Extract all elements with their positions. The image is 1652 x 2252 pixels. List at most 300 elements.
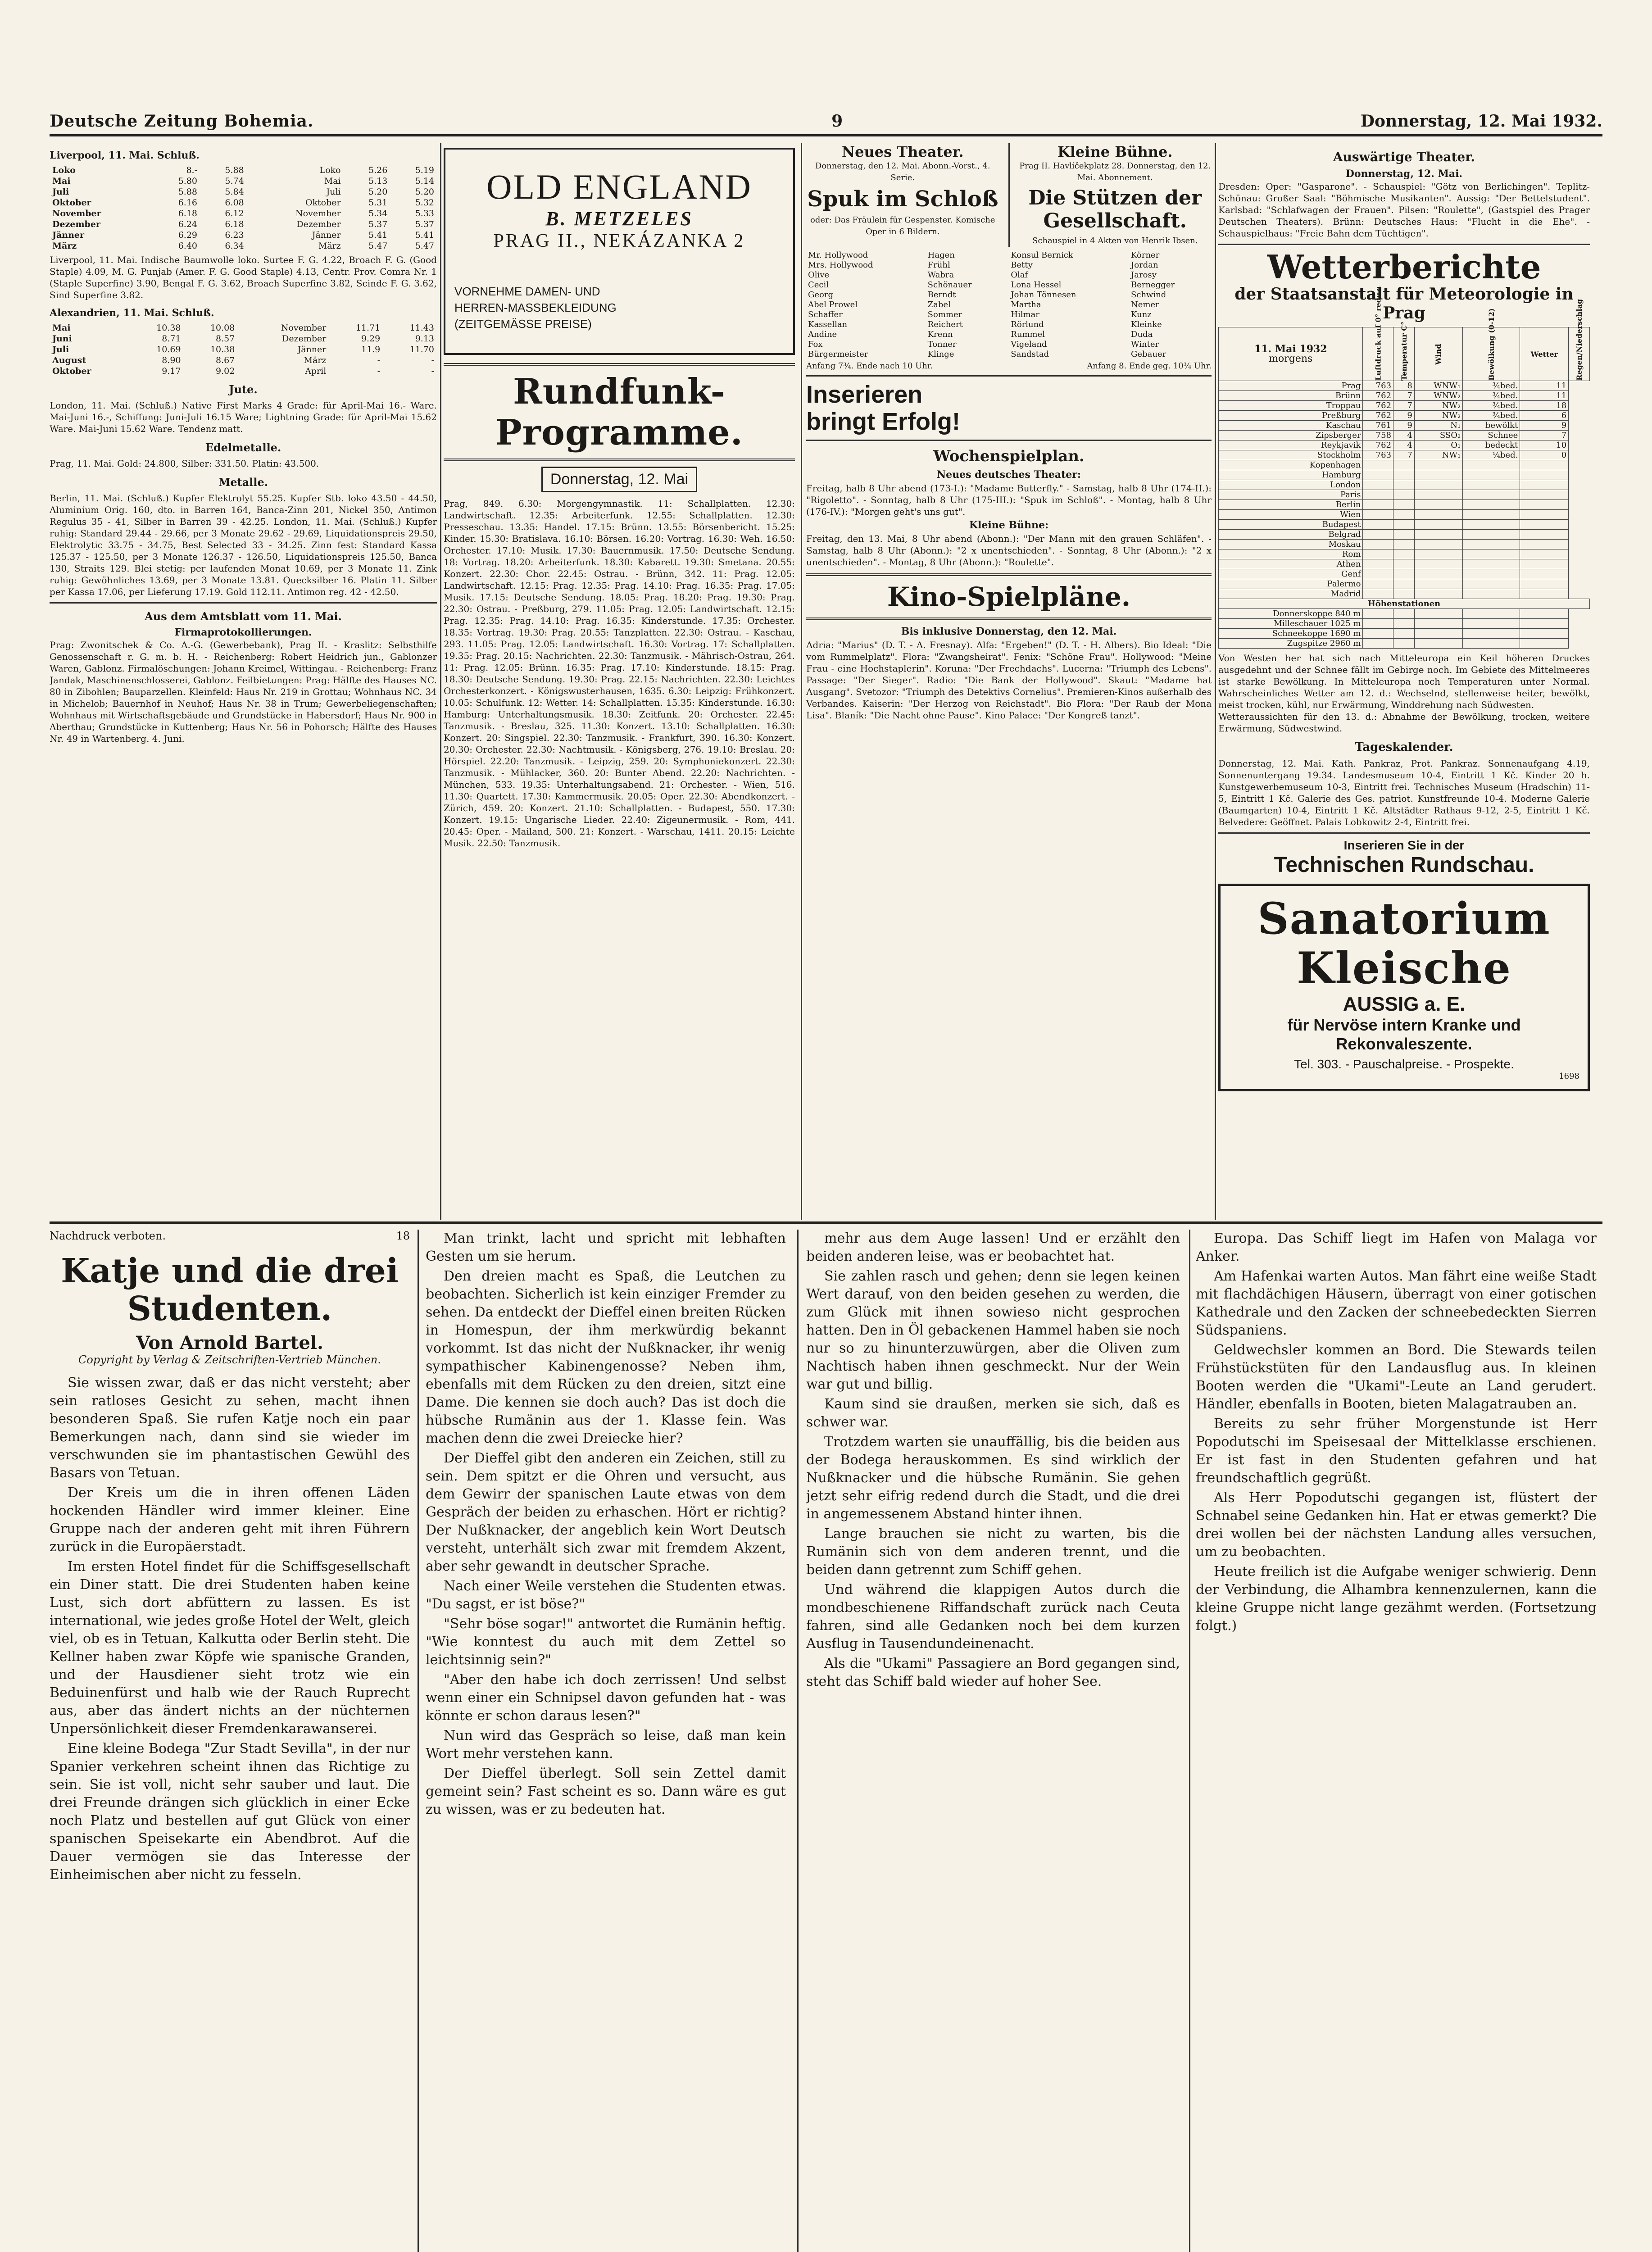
weather-cell — [1520, 470, 1569, 480]
jute-title: Jute. — [229, 383, 258, 396]
weather-subtitle: der Staatsanstalt für Meteorologie in Prag — [1234, 285, 1574, 322]
cast-cell: Rörlund — [1011, 320, 1044, 329]
jute-text: London, 11. Mai. (Schluß.) Native First Marks 4 Grade: für April-Mai 16.- Ware. Mai-Juni 16.-, Schiffung: Juni-Juli 16.15 Ware; Lightning Grade: für April-Mai 15.62 Ware. Mai-Juni 15.62 Ware. Tendenz matt. — [50, 400, 437, 434]
weather-cell: 11 — [1520, 381, 1569, 391]
alexandrien-row — [50, 344, 437, 355]
technische-pre: Inserieren Sie in der — [1343, 838, 1465, 852]
cast-row — [806, 330, 1212, 340]
liverpool-cell: 5.19 — [415, 165, 434, 175]
weather-row — [1219, 381, 1590, 391]
alexandrien-cell: Juni — [52, 334, 72, 344]
weather-cell — [1363, 470, 1393, 480]
weather-cell: Preßburg — [1219, 411, 1363, 421]
weather-cell — [1463, 490, 1520, 500]
wochen-neues-text: Freitag, halb 8 Uhr abend (173-I.): "Madame Butterfly." - Samstag, halb 8 Uhr (174-II.): "Rigoletto". - Sonntag, halb 8 Uhr (175-III.): "Spuk im Schloß". - Montag, halb 8 Uhr (176-IV.): "Morgen geht's uns gut". — [806, 483, 1212, 517]
cast-cell: Olive — [808, 270, 830, 280]
liverpool-row — [50, 241, 437, 251]
alexandrien-row — [50, 333, 437, 344]
liverpool-table — [50, 165, 437, 251]
cast-cell: Gebauer — [1131, 350, 1166, 359]
weather-cell: Kaschau — [1219, 421, 1363, 431]
liverpool-cell: 6.18 — [178, 209, 198, 218]
liverpool-cell: 5.88 — [225, 165, 244, 175]
story-paragraph: Als Herr Popodutschi gegangen ist, flüstert der Schnabel seine Gedanken hin. Hat er etwas gemerkt? Die drei wollen bei der nächsten Landung alles versuchen, um zu beobachten. — [1196, 1490, 1597, 1560]
liverpool-cell: Jänner — [312, 230, 341, 240]
sanatorium-line-2: Rekonvaleszente. — [1336, 1035, 1472, 1053]
wochenspielplan-title: Wochenspielplan. — [933, 447, 1085, 465]
weather-cell — [1363, 530, 1393, 540]
liverpool-cell: 5.34 — [368, 209, 388, 218]
kino-title: Kino-Spielpläne. — [887, 581, 1131, 612]
weather-cell: WNW₁ — [1414, 381, 1462, 391]
hoehen-cell: Zugspitze 2960 m — [1219, 639, 1363, 649]
story-paragraph: Am Hafenkai warten Autos. Man fährt eine weiße Stadt mit flachdächigen Häusern, überragt von einer gotischen Kathedrale und den Zacken der schneebedeckten Sierren Südspaniens. — [1196, 1268, 1597, 1338]
serial-number: 18 — [396, 1230, 410, 1242]
sanatorium-line-1: für Nervöse intern Kranke und — [1287, 1016, 1521, 1034]
kino-subtitle: Bis inklusive Donnerstag, den 12. Mai. — [901, 626, 1117, 637]
cast-cell: Krenn — [927, 330, 953, 339]
weather-cell — [1520, 569, 1569, 579]
cast-cell: Konsul Bernick — [1011, 250, 1073, 260]
weather-cell — [1463, 579, 1520, 589]
auswaertige-text: Dresden: Oper: "Gasparone". - Schauspiel: "Götz von Berlichingen". Teplitz-Schönau: Großer Saal: "Böhmische Musikanten". Aussig: "Der Bettelstudent". Karlsbad: "Schlafwagen der Frauen". Pilsen: "Roulette", (Gastspiel des Prager Deutschen Theaters). Brünn: Deutsches Haus: "Flucht in die Ehe". - Schauspielhaus: "Freie Bahn dem Tüchtigen". — [1218, 181, 1590, 239]
weather-cell — [1363, 480, 1393, 490]
weather-cell: O₁ — [1414, 440, 1462, 450]
alexandrien-cell: 8.90 — [162, 355, 181, 365]
weather-cell: 7 — [1393, 401, 1415, 411]
hoehen-cell — [1520, 609, 1569, 619]
neues-theater-sub: Donnerstag, den 12. Mai. Abonn.-Vorst., 4. Serie. — [815, 161, 990, 182]
weather-row — [1219, 530, 1590, 540]
weather-cell — [1363, 520, 1393, 530]
weather-row — [1219, 431, 1590, 440]
weather-cell: 4 — [1393, 440, 1415, 450]
weather-cell: Troppau — [1219, 401, 1363, 411]
weather-cell: Rom — [1219, 549, 1363, 559]
sanatorium-code: 1698 — [1559, 1072, 1579, 1081]
amtsblatt-subtitle: Firmaprotokollierungen. — [174, 627, 312, 638]
alexandrien-title: Alexandrien, 11. Mai. Schluß. — [50, 307, 214, 319]
cast-row — [806, 270, 1212, 280]
weather-row — [1219, 440, 1590, 450]
weather-cell: 11 — [1520, 391, 1569, 401]
liverpool-cell: Mai — [324, 176, 341, 186]
weather-cell: WNW₂ — [1414, 391, 1462, 401]
alexandrien-cell: - — [377, 355, 381, 365]
tageskalender-text: Donnerstag, 12. Mai. Kath. Pankraz, Prot. Pankraz. Sonnenaufgang 4.19, Sonnenuntergang 19.34. Landesmuseum 10-4, Eintritt 1 Kč. Kinder 20 h. Kunstgewerbemuseum 10-3, Eintritt frei. Technisches Museum (Hradschin) 11-5, Eintritt 1 Kč. Galerie des Ges. patriot. Kunstfreunde 10-4. Moderne Galerie (Baumgarten) 10-4, Eintritt 1 Kč. Altstädter Rathaus 9-12, 2-5, Eintritt 1 Kč. Belvedere: Geöffnet. Palais Lobkowitz 2-4, Eintritt frei. — [1218, 758, 1590, 827]
weather-cell — [1363, 559, 1393, 569]
weather-cell — [1520, 480, 1569, 490]
liverpool-row — [50, 230, 437, 241]
weather-row — [1219, 579, 1590, 589]
weather-cell — [1414, 480, 1462, 490]
weather-cell: 7 — [1393, 450, 1415, 460]
liverpool-cell: 6.12 — [225, 209, 244, 218]
liverpool-cell: 8.- — [186, 165, 198, 175]
column-divider — [797, 1230, 799, 2252]
cast-row — [806, 340, 1212, 350]
weather-cell — [1463, 520, 1520, 530]
cast-cell: Berndt — [927, 290, 956, 300]
cast-cell: Vigeland — [1011, 340, 1047, 349]
weather-cell: Kopenhagen — [1219, 460, 1363, 470]
hoehen-cell — [1414, 609, 1462, 619]
weather-cell — [1520, 510, 1569, 520]
liverpool-cell: 5.32 — [415, 198, 434, 208]
liverpool-cell: 6.18 — [225, 219, 244, 229]
weather-cell: bewölkt — [1463, 421, 1520, 431]
liverpool-row — [50, 208, 437, 219]
cast-cell: Reichert — [927, 320, 963, 329]
hoehen-cell — [1393, 639, 1415, 649]
story-paragraph: "Sehr böse sogar!" antwortet die Rumänin heftig. "Wie konntest du auch mit dem Zettel so leichtsinnig sein?" — [426, 1616, 786, 1668]
liverpool-cell: 6.24 — [178, 219, 198, 229]
liverpool-cell: Oktober — [52, 198, 91, 208]
weather-cell: Palermo — [1219, 579, 1363, 589]
wochen-kleine-title: Kleine Bühne: — [969, 519, 1049, 531]
weather-row — [1219, 589, 1590, 599]
liverpool-cell: 5.74 — [225, 176, 244, 186]
weather-cell — [1463, 480, 1520, 490]
story-paragraph: Sie wissen zwar, daß er das nicht versteht; aber sein ratloses Gesicht zu sehen, macht ihnen besonderen Spaß. Sie rufen Katje noch ein paar Bemerkungen nach, dann sind sie wieder im verschwunden sie im phantastischen Gewühl des Basars von Tetuan. — [50, 1375, 410, 1481]
cast-row — [806, 350, 1212, 359]
liverpool-cell: Jänner — [52, 230, 85, 240]
weather-cell: Schnee — [1463, 431, 1520, 440]
old-england-owner: B. METZELES — [545, 208, 693, 230]
auswaertige-date: Donnerstag, 12. Mai. — [1345, 168, 1463, 180]
alexandrien-cell: 11.43 — [409, 323, 434, 333]
liverpool-cell: 6.40 — [178, 241, 198, 251]
cast-cell: Lona Hessel — [1011, 280, 1062, 290]
serial-author: Von Arnold Bartel. — [136, 1332, 323, 1353]
weather-cell: 762 — [1363, 411, 1393, 421]
weather-cell — [1520, 490, 1569, 500]
alexandrien-cell: 9.13 — [415, 334, 434, 344]
weather-cell — [1414, 530, 1462, 540]
liverpool-cell: 5.37 — [415, 219, 434, 229]
section-divider — [50, 1221, 1602, 1224]
alexandrien-cell: 8.67 — [216, 355, 235, 365]
weather-cell — [1363, 500, 1393, 510]
liverpool-cell: 5.47 — [415, 241, 434, 251]
liverpool-row — [50, 165, 437, 176]
spuk-title: Spuk im Schloß — [807, 186, 998, 212]
weather-cell — [1414, 569, 1462, 579]
weather-cell — [1414, 549, 1462, 559]
liverpool-cell: 6.34 — [225, 241, 244, 251]
cast-cell: Abel Prowel — [808, 300, 858, 309]
weather-cell — [1520, 460, 1569, 470]
weather-cell — [1463, 569, 1520, 579]
page-header — [50, 103, 1602, 136]
weather-cell: Athen — [1219, 559, 1363, 569]
weather-row — [1219, 540, 1590, 549]
spuk-times: Anfang 7¾. Ende nach 10 Uhr. — [806, 361, 933, 371]
cast-row — [806, 260, 1212, 270]
liverpool-cell: November — [295, 209, 341, 218]
cast-cell: Kassellan — [808, 320, 848, 329]
cast-cell: Jarosy — [1131, 270, 1157, 280]
liverpool-cell: 5.80 — [178, 176, 198, 186]
weather-cell: 7 — [1393, 391, 1415, 401]
radio-programme-text: Prag, 849. 6.30: Morgengymnastik. 11: Schallplatten. 12.30: Landwirtschaft. 12.35: Arbeiterfunk. 12.55: Schallplatten. 12.30: Presseschau. 13.35: Handel. 17.15: Brünn. 13.55: Börsenbericht. 15.25: Kinder. 15.30: Bratislava. 16.10: Börsen. 16.20: Vortrag. 16.30: Weh. 16.50: Orchester. 17.10: Musik. 17.30: Bauernmusik. 17.50: Deutsche Sendung. 18: Vortrag. 18.20: Arbeiterfunk. 18.30: Kabarett. 19.30: Smetana. 20.55: Konzert. 22.30: Chor. 22.45: Ostrau. - Brünn, 342. 11: Prag. 12.05: Landwirtschaft. 12.15: Prag. 12.35: Prag. 14.10: Prag. 16.35: Prag. 17.05: Musik. 17.15: Deutsche Sendung. 18.05: Prag. 18.20: Prag. 19.30: Prag. 22.30: Ostrau. - Preßburg, 279. 11.05: Prag. 12.05: Landwirtschaft. 12.15: Prag. 12.35: Prag. 14.10: Prag. 16.35: Kinderstunde. 17.35: Orchester. 18.35: Vortrag. 19.30: Prag. 20.55: Tanzplatten. 22.30: Ostrau. - Kaschau, 293. 11.05: Prag. 12.05: Landwirtschaft. 16.30: Vortrag. 17: Schallplatten. 19.35: Prag. 20.15: Nachrichten. 22.30: Tanzmusik. - Mährisch-Ostrau, 264. 11: Prag. 12.05: Brünn. 16.35: Prag. 17.10: Kinderstunde. 18.15: Prag. 18.30: Deutsche Sendung. 19.30: Prag. 22.15: Nachrichten. 22.30: Leichtes Orchesterkonzert. - Königswusterhausen, 1635. 6.30: Leipzig: Frühkonzert. 10.05: Schulfunk. 12: Wetter. 14: Schallplatten. 15.35: Kinderstunde. 16.30: Hamburg: Unterhaltungsmusik. 18.30: Zeitfunk. 20: Orchester. 22.45: Tanzmusik. - Breslau, 325. 11.30: Konzert. 13.10: Schallplatten. 16.30: Konzert. 20: Singspiel. 22.30: Tanzmusik. - Frankfurt, 390. 16.30: Konzert. 20.30: Orchester. 22.30: Nachtmusik. - Königsberg, 276. 19.10: Breslau. 20: Hörspiel. 22.20: Tanzmusik. - Leipzig, 259. 20: Symphoniekonzert. 22.30: Tanzmusik. - Mühlacker, 360. 20: Bunter Abend. 22.20: Nachrichten. - München, 533. 19.35: Unterhaltungsabend. 21: Orchester. - Wien, 516. 11.30: Quartett. 17.30: Kammermusik. 20.05: Oper. 22.30: Abendkonzert. - Zürich, 459. 20: Konzert. 21.10: Schallplatten. - Budapest, 550. 17.30: Konzert. 19.15: Ungarische Lieder. 22.40: Zigeunermusik. - Rom, 441. 20.45: Oper. - Mailand, 500. 21: Konzert. - Warschau, 1411. 20.15: Leichte Musik. 22.50: Tanzmusik. — [444, 498, 795, 849]
weather-cell — [1393, 510, 1415, 520]
alexandrien-cell: Oktober — [52, 366, 91, 376]
sanatorium-city: AUSSIG a. E. — [1343, 993, 1466, 1015]
weather-col-rain: Regen/Niederschlag — [1569, 327, 1590, 381]
old-england-desc-1: VORNEHME DAMEN- UND — [454, 285, 600, 298]
kleine-buehne-title: Kleine Bühne. — [1057, 143, 1173, 160]
weather-cell: London — [1219, 480, 1363, 490]
hoehen-cell — [1363, 619, 1393, 629]
hoehen-cell: Milleschauer 1025 m — [1219, 619, 1363, 629]
cast-cell: Duda — [1131, 330, 1153, 339]
weather-col-wetter: Wetter — [1520, 327, 1569, 381]
alexandrien-cell: Mai — [52, 323, 71, 333]
liverpool-cell: 5.31 — [368, 198, 388, 208]
alexandrien-row — [50, 355, 437, 366]
hoehen-cell: Donnerskoppe 840 m — [1219, 609, 1363, 619]
weather-cell — [1520, 559, 1569, 569]
story-paragraph: Europa. Das Schiff liegt im Hafen von Malaga vor Anker. — [1196, 1230, 1597, 1264]
weather-cell — [1414, 520, 1462, 530]
liverpool-cell: 5.37 — [368, 219, 388, 229]
liverpool-cell: 5.47 — [368, 241, 388, 251]
story-paragraph: Geldwechsler kommen an Bord. Die Stewards teilen Frühstückstüten für den Landausflug aus. In kleinen Booten werden die "Ukami"-Leute an Land gerudert. Händler, ebenfalls in Booten, bieten Malagatrauben an. — [1196, 1342, 1597, 1412]
cast-cell: Johan Tönnesen — [1011, 290, 1076, 300]
amtsblatt-text: Prag: Zwonitschek & Co. A.-G. (Gewerbebank), Prag II. - Kraslitz: Selbsthilfe Genossenschaft r. G. m. b. H. - Reichenberg: Robert Heidrich jun., Gablonzer Waren, Gablonz. Firmalöschungen: Johann Kreimel, Wittingau. - Reichenberg: Franz Jandak, Maschinenschlosserei, Gablonz. Feilbietungen: Prag: Hälfte des Hauses NC. 80 in Zibohlen; Bauparzellen. Kleinfeld: Haus Nr. 219 in Grottau; Wohnhaus NC. 34 in Michelob; Bauernhof in Neuhof; Haus Nr. 38 in Trum; Gewerbeliegenschaften; Wohnhaus mit Wirtschaftsgebäude und Grundstücke in Habersdorf; Haus Nr. 900 in Aberthau; Grundstücke in Kuttenberg; Haus Nr. 56 in Pohorsch; Hälfte des Hauses Nr. 49 in Wartenberg. 4. Juni. — [50, 640, 437, 744]
story-paragraph: Und während die klappigen Autos durch die mondbeschienene Riffandschaft zurück nach Ceuta fahren, sind alle Gedanken noch bei dem kurzen Ausflug in Tausendundeinenacht. — [806, 1582, 1180, 1652]
alexandrien-cell: Juli — [52, 345, 69, 354]
weather-cell: NW₂ — [1414, 411, 1462, 421]
weather-cell: Brünn — [1219, 391, 1363, 401]
hoehen-cell — [1463, 629, 1520, 639]
alexandrien-cell: Dezember — [282, 334, 327, 344]
alexandrien-cell: November — [281, 323, 327, 333]
cast-row — [806, 290, 1212, 300]
story-paragraph: Im ersten Hotel findet für die Schiffsgesellschaft ein Diner statt. Die drei Studenten haben keine Lust, sich dort abfüttern zu lassen. Es ist international, wie jedes große Hotel der Welt, gleich viel, ob es in Tetuan, Kalkutta oder Berlin steht. Die Kellner haben zwar Köpfe wie spanische Granden, und der Hausdiener sieht trotz wie ein Beduinenfürst und halb wie der Rauch Ruprecht aus, aber das ändert nichts an der nüchternen Unpersönlichkeit dieser Fremdenkarawanserei. — [50, 1559, 410, 1737]
theater-column — [806, 143, 1212, 1220]
hoehen-row — [1219, 629, 1590, 639]
weather-cell: 4 — [1393, 431, 1415, 440]
sanatorium-ad — [1218, 884, 1590, 1091]
cast-row — [806, 310, 1212, 320]
weather-row — [1219, 460, 1590, 470]
weather-cell — [1520, 500, 1569, 510]
cast-cell: Andine — [808, 330, 837, 339]
weather-cell — [1363, 460, 1393, 470]
serial-copyright: Copyright by Verlag & Zeitschriften-Vertrieb München. — [78, 1353, 381, 1366]
cast-cell: Frühl — [927, 260, 950, 270]
alexandrien-cell: 9.17 — [162, 366, 181, 376]
page-number: 9 — [831, 112, 843, 131]
alexandrien-row — [50, 366, 437, 377]
liverpool-cell: Dezember — [296, 219, 341, 229]
liverpool-cell: 6.23 — [225, 230, 244, 240]
liverpool-cell: Mai — [52, 176, 71, 186]
weather-cell — [1363, 569, 1393, 579]
weather-row — [1219, 569, 1590, 579]
auswaertige-title: Auswärtige Theater. — [1333, 150, 1475, 164]
weather-cell — [1414, 470, 1462, 480]
weather-cell: 7 — [1520, 431, 1569, 440]
weather-cell: 762 — [1363, 401, 1393, 411]
hoehen-cell: Schneekoppe 1690 m — [1219, 629, 1363, 639]
column-divider — [801, 143, 802, 1220]
weather-cell: NW₂ — [1414, 401, 1462, 411]
weather-cell — [1414, 500, 1462, 510]
weather-cell: Moskau — [1219, 540, 1363, 549]
weather-cell: 763 — [1363, 381, 1393, 391]
weather-cell: 762 — [1363, 440, 1393, 450]
alexandrien-cell: April — [305, 366, 327, 376]
alexandrien-cell: Jänner — [297, 345, 327, 354]
liverpool-cell: Loko — [52, 165, 76, 175]
story-paragraph: Der Dieffel überlegt. Soll sein Zettel damit gemeint sein? Fast scheint es so. Dann wäre es gut zu wissen, was er zu bedeuten hat. — [426, 1766, 786, 1817]
cast-cell: Cecil — [808, 280, 829, 290]
weather-cell: SSO₂ — [1414, 431, 1462, 440]
weather-cell — [1393, 540, 1415, 549]
story-paragraph: Nach einer Weile verstehen die Studenten etwas. "Du sagst, er ist böse?" — [426, 1578, 786, 1612]
weather-cell — [1363, 549, 1393, 559]
weather-cell — [1393, 480, 1415, 490]
liverpool-cell: 5.41 — [415, 230, 434, 240]
cast-cell: Wabra — [927, 270, 954, 280]
hoehen-row — [1219, 639, 1590, 649]
weather-cell — [1393, 589, 1415, 599]
cast-cell: Bernegger — [1131, 280, 1175, 290]
cast-cell: Jordan — [1131, 260, 1158, 270]
liverpool-cell: März — [52, 241, 77, 251]
cast-cell: Mr. Hollywood — [808, 250, 868, 260]
story-paragraph: Der Kreis um die in ihren offenen Läden hockenden Händler wird immer kleiner. Eine Gruppe nach der anderen geht mit ihren Führern zurück in die Europäerstadt. — [50, 1485, 410, 1555]
weather-cell — [1393, 569, 1415, 579]
weather-cell — [1393, 559, 1415, 569]
weather-row — [1219, 559, 1590, 569]
alexandrien-table — [50, 322, 437, 377]
kleine-buehne-sub: Prag II. Havlíčekplatz 28. Donnerstag, den 12. Mai. Abonnement. — [1019, 161, 1211, 182]
weather-cell — [1463, 540, 1520, 549]
stuetzen-times: Anfang 8. Ende geg. 10¾ Uhr. — [1087, 361, 1212, 371]
liverpool-cell: 5.33 — [415, 209, 434, 218]
hoehen-cell — [1414, 629, 1462, 639]
weather-cell — [1463, 460, 1520, 470]
alexandrien-cell: 9.29 — [361, 334, 381, 344]
weather-cell — [1414, 579, 1462, 589]
cast-cell: Klinge — [927, 350, 954, 359]
liverpool-cell: Loko — [319, 165, 341, 175]
hoehen-cell — [1393, 619, 1415, 629]
story-paragraph: Kaum sind sie draußen, merken sie sich, daß es schwer war. — [806, 1396, 1180, 1430]
alexandrien-cell: 11.9 — [361, 345, 381, 354]
alexandrien-cell: 10.08 — [210, 323, 235, 333]
tageskalender-title: Tageskalender. — [1355, 740, 1453, 754]
hoehen-cell — [1463, 619, 1520, 629]
hoehen-cell — [1363, 639, 1393, 649]
markets-column — [50, 143, 437, 1220]
hoehen-cell — [1463, 609, 1520, 619]
cast-cell: Winter — [1131, 340, 1159, 349]
weather-cell — [1414, 540, 1462, 549]
cast-table — [806, 250, 1212, 359]
weather-cell: 9 — [1393, 421, 1415, 431]
weather-cell: 6 — [1520, 411, 1569, 421]
weather-cell: bedeckt — [1463, 440, 1520, 450]
alexandrien-cell: 10.69 — [156, 345, 181, 354]
cast-cell: Tonner — [927, 340, 957, 349]
cast-cell: Nemer — [1131, 300, 1159, 309]
weather-cell — [1363, 589, 1393, 599]
cast-row — [806, 300, 1212, 310]
serial-column-1 — [50, 1230, 410, 2252]
alexandrien-row — [50, 322, 437, 333]
cast-cell: Körner — [1131, 250, 1160, 260]
weather-cell — [1393, 500, 1415, 510]
serial-column-4 — [1196, 1230, 1597, 2252]
liverpool-cell: 5.13 — [368, 176, 388, 186]
weather-cell: 18 — [1520, 401, 1569, 411]
weather-row — [1219, 450, 1590, 460]
liverpool-cell: 5.26 — [368, 165, 388, 175]
weather-row — [1219, 391, 1590, 401]
weather-cell — [1520, 540, 1569, 549]
alexandrien-cell: - — [377, 366, 381, 376]
story-paragraph: Als die "Ukami" Passagiere an Bord gegangen sind, steht das Schiff bald wieder auf hoher See. — [806, 1656, 1180, 1689]
alexandrien-cell: 8.57 — [216, 334, 235, 344]
weather-cell — [1414, 460, 1462, 470]
stuetzen-title: Die Stützen der Gesellschaft. — [1028, 186, 1202, 232]
liverpool-cell: 5.88 — [178, 187, 198, 197]
weather-row — [1219, 520, 1590, 530]
serial-column-2 — [426, 1230, 786, 2252]
weather-cell — [1393, 520, 1415, 530]
liverpool-cell: 5.20 — [415, 187, 434, 197]
weather-cell: N₁ — [1414, 421, 1462, 431]
weather-cell: Paris — [1219, 490, 1363, 500]
weather-col-wind: Wind — [1414, 327, 1462, 381]
cast-cell: Betty — [1011, 260, 1033, 270]
alexandrien-cell: 9.02 — [216, 366, 235, 376]
cast-cell: Schwind — [1131, 290, 1166, 300]
weather-cell — [1520, 520, 1569, 530]
cast-cell: Fox — [808, 340, 823, 349]
liverpool-text: Liverpool, 11. Mai. Indische Baumwolle loko. Surtee F. G. 4.22, Broach F. G. (Good Staple) 4.09, M. G. Punjab (Amer. F. G. Good Staple) 4.13, Centr. Prov. Comra Nr. 1 (Staple Superfine) 3.90, Bengal F. G. 3.62, Broach Superfine 3.82, Scinde F. G. 3.62, Sind Superfine 3.82. — [50, 254, 437, 300]
weather-cell: Prag — [1219, 381, 1363, 391]
weather-cell — [1520, 549, 1569, 559]
liverpool-cell: 5.20 — [368, 187, 388, 197]
cast-cell: Rummel — [1011, 330, 1045, 339]
liverpool-cell: 5.14 — [415, 176, 434, 186]
story-paragraph: Lange brauchen sie nicht zu warten, bis die Rumänin sich von dem anderen trennt, und die beiden dann getrennt zum Schiff gehen. — [806, 1526, 1180, 1578]
edelmetalle-text: Prag, 11. Mai. Gold: 24.800, Silber: 331.50. Platin: 43.500. — [50, 458, 319, 469]
sanatorium-foot: Tel. 303. - Pauschalpreise. - Prospekte. — [1294, 1057, 1514, 1071]
serial-title: Katje und die drei Studenten. — [61, 1252, 399, 1328]
hoehen-cell — [1520, 619, 1569, 629]
cast-cell: Kunz — [1131, 310, 1152, 319]
old-england-address: PRAG II., NEKÁZANKA 2 — [493, 231, 745, 251]
weather-cell — [1463, 470, 1520, 480]
liverpool-title: Liverpool, 11. Mai. Schluß. — [50, 150, 200, 161]
story-paragraph: mehr aus dem Auge lassen! Und er erzählt den beiden anderen leise, was er beobachtet hat. — [806, 1230, 1180, 1264]
edelmetalle-title: Edelmetalle. — [205, 441, 281, 454]
cast-cell: Hilmar — [1011, 310, 1039, 319]
cast-cell: Martha — [1011, 300, 1041, 309]
liverpool-cell: März — [318, 241, 341, 251]
wochen-kleine-text: Freitag, den 13. Mai, 8 Uhr abend (Abonn.): "Der Mann mit den grauen Schläfen". - Samstag, halb 8 Uhr (Abonn.): "2 x unentschieden". - Sonntag, 8 Uhr (Abonn.): "2 x unentschieden". - Montag, 8 Uhr (Abonn.): "Roulette". — [806, 533, 1212, 568]
story-paragraph: "Aber den habe ich doch zerrissen! Und selbst wenn einer ein Schnipsel davon gefunden hat - was könnte er schon daraus lesen?" — [426, 1672, 786, 1724]
hoehen-title: Höhenstationen — [1219, 599, 1590, 609]
liverpool-row — [50, 176, 437, 186]
